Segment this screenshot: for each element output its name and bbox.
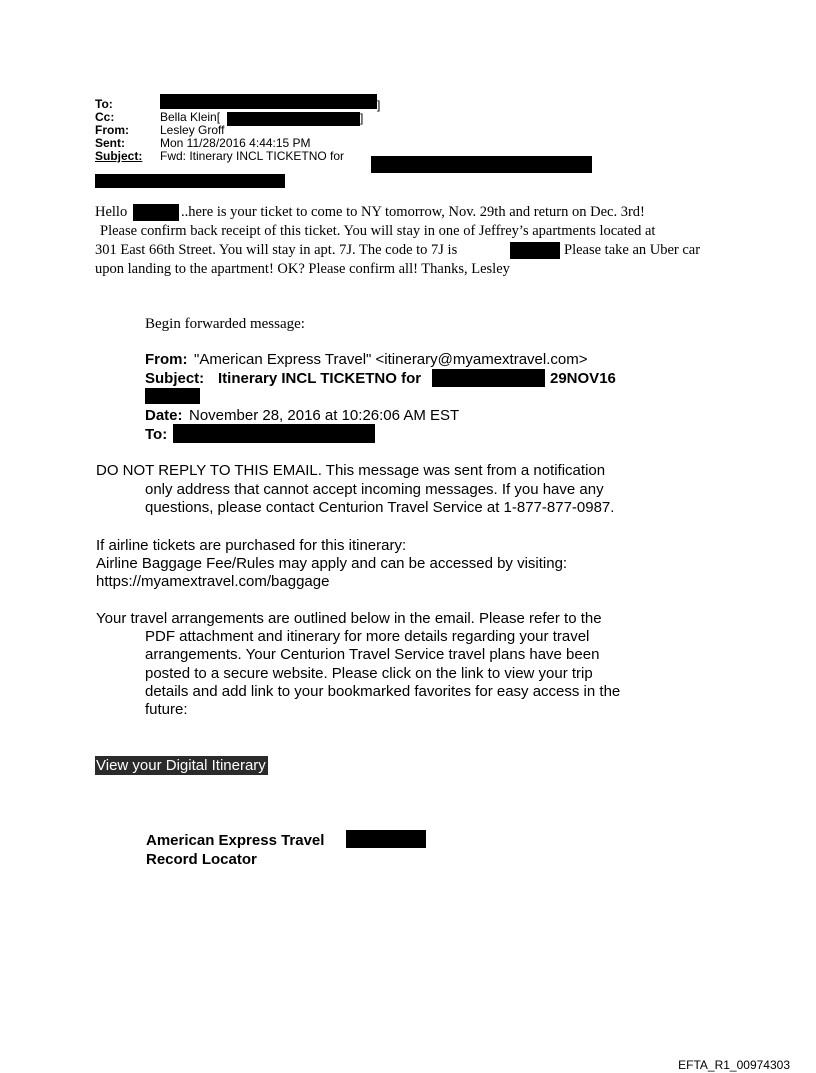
- forwarded-intro: Begin forwarded message:: [145, 316, 305, 332]
- baggage-line-2: Airline Baggage Fee/Rules may apply and can be accessed by visiting:: [96, 555, 568, 572]
- redaction-code: [510, 242, 560, 259]
- message-line-4: upon landing to the apartment! OK? Please confirm all! Thanks, Lesley: [95, 261, 510, 277]
- redaction-to: [160, 94, 377, 109]
- cc-value: Bella Klein[: [160, 110, 221, 124]
- arrangements-line-5: details and add link to your bookmarked favorites for easy access in the: [145, 683, 621, 700]
- message-line-3b: Please take an Uber car: [564, 242, 701, 258]
- message-line-1b: ..here is your ticket to come to NY tomorrow, Nov. 29th and return on Dec. 3rd!: [181, 204, 645, 220]
- notice-line-2: only address that cannot accept incoming messages. If you have any: [145, 481, 604, 498]
- fwd-from-label: From:: [145, 351, 188, 368]
- notice-line-3: questions, please contact Centurion Travel Service at 1-877-877-0987.: [145, 499, 615, 516]
- redaction-subject-2: [95, 174, 285, 188]
- redaction-fwd-to: [173, 424, 375, 443]
- record-line-2: Record Locator: [146, 851, 257, 868]
- subject-value: Fwd: Itinerary INCL TICKETNO for: [160, 149, 345, 163]
- view-itinerary-link[interactable]: View your Digital Itinerary: [96, 757, 266, 774]
- redaction-fwd-subject-2: [145, 388, 200, 404]
- redaction-subject: [371, 156, 592, 173]
- subject-label: Subject:: [95, 149, 143, 163]
- fwd-subject-label: Subject:: [145, 370, 205, 387]
- sent-value: Mon 11/28/2016 4:44:15 PM: [160, 136, 311, 150]
- arrangements-line-3: arrangements. Your Centurion Travel Service travel plans have been: [145, 646, 600, 663]
- arrangements-line-4: posted to a secure website. Please click on the link to view your trip: [145, 665, 593, 682]
- redaction-locator: [346, 830, 426, 848]
- fwd-from-value: "American Express Travel" <itinerary@myamextravel.com>: [194, 351, 588, 368]
- arrangements-line-2: PDF attachment and itinerary for more details regarding your travel: [145, 628, 590, 645]
- sent-label: Sent:: [95, 136, 125, 150]
- message-line-1a: Hello: [95, 204, 128, 220]
- notice-line-1: DO NOT REPLY TO THIS EMAIL. This message was sent from a notification: [96, 462, 606, 479]
- fwd-subject-value: Itinerary INCL TICKETNO for: [218, 370, 422, 387]
- message-line-3a: 301 East 66th Street. You will stay in apt. 7J. The code to 7J is: [95, 242, 458, 258]
- redaction-fwd-subject: [432, 369, 545, 387]
- arrangements-line-1: Your travel arrangements are outlined below in the email. Please refer to the: [96, 610, 602, 627]
- baggage-url[interactable]: https://myamextravel.com/baggage: [96, 573, 330, 590]
- fwd-date-value: November 28, 2016 at 10:26:06 AM EST: [189, 407, 460, 424]
- cc-label: Cc:: [95, 110, 115, 124]
- to-bracket: ]: [377, 98, 381, 112]
- fwd-subject-date: 29NOV16: [550, 370, 616, 387]
- redaction-cc: [227, 112, 360, 126]
- cc-bracket: ]: [360, 111, 364, 125]
- to-label: To:: [95, 97, 113, 111]
- from-label: From:: [95, 123, 129, 137]
- fwd-date-label: Date:: [145, 407, 183, 424]
- redaction-name: [133, 204, 179, 221]
- document-id: EFTA_R1_00974303: [678, 1058, 790, 1072]
- baggage-line-1: If airline tickets are purchased for this itinerary:: [96, 537, 407, 554]
- record-line-1: American Express Travel: [146, 832, 325, 849]
- from-value: Lesley Groff: [160, 123, 225, 137]
- fwd-to-label: To:: [145, 426, 168, 443]
- arrangements-line-6: future:: [145, 701, 188, 718]
- message-line-2: Please confirm back receipt of this ticket. You will stay in one of Jeffrey’s apartments located at: [100, 223, 656, 239]
